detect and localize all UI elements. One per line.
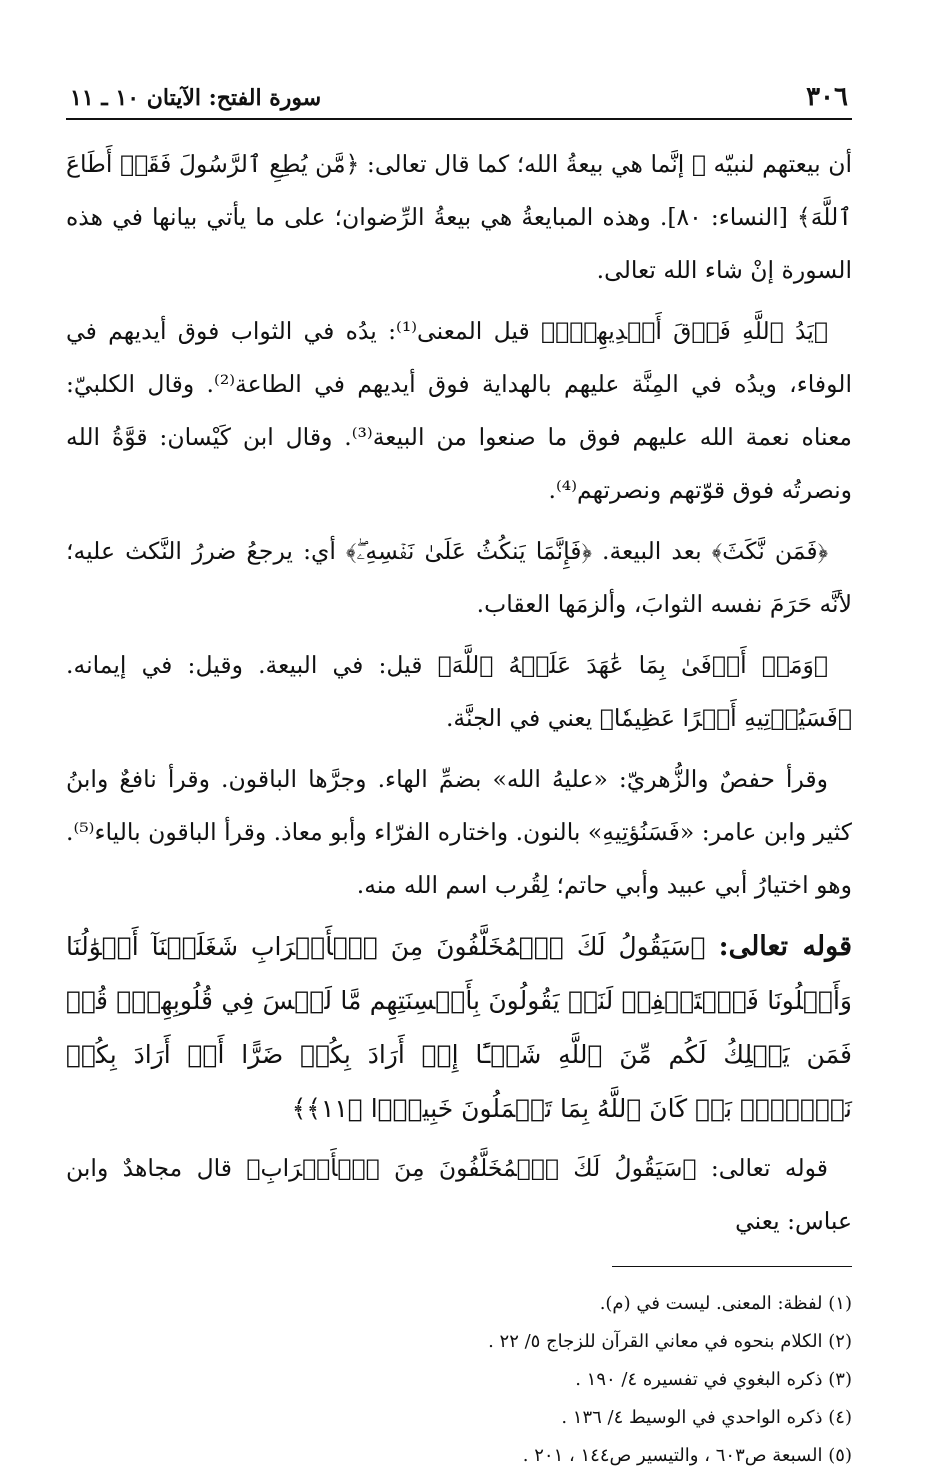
header-rule xyxy=(66,118,852,120)
verse-block xyxy=(66,920,852,1136)
footnote-2: (٢) الكلام بنحوه في معاني القرآن للزجاج ٥/ ٢٢ . xyxy=(488,1331,852,1352)
paragraph-1: أن بيعتهم لنبيّه ﷺ إنَّما هي بيعةُ الله؛ كما قال تعالى: ﴿مَّن يُطِعِ ٱلرَّسُولَ فَقَدۡ أَطَاعَ ٱللَّهَ﴾ [النساء: ٨٠]. وهذه المبايعةُ هي بيعةُ الرِّضوان؛ على ما يأتي بيانها في هذه السورة إنْ شاء الله تعالى. xyxy=(66,150,853,284)
paragraph-5: وقرأ حفصٌ والزُّهريّ: «عليهُ الله» بضمِّ الهاء. وجرَّها الباقون. وقرأ نافعٌ وابنُ كثير وابن عامر: «فَسَنُؤتِيهِ» بالنون. واختاره الفرّاء وأبو معاذ. وقرأ الباقون بالياء⁽⁵⁾. وهو اختيارُ أبي عبيد وأبي حاتم؛ لِقُرب اسم الله منه. xyxy=(66,765,852,899)
paragraph-3: ﴿فَمَن نَّكَثَ﴾ بعد البيعة. ﴿فَإِنَّمَا يَنكُثُ عَلَىٰ نَفۡسِهِۦۖ﴾ أي: يرجعُ ضررُ النَّكث عليه؛ لأنَّه حَرَمَ نفسه الثوابَ، وألزمَها العقاب. xyxy=(66,537,852,618)
paragraph-4: ﴿وَمَنۡ أَوۡفَىٰ بِمَا عَٰهَدَ عَلَيۡهُ ٱللَّهَ﴾ قيل: في البيعة. وقيل: في إيمانه. ﴿فَسَيُؤۡتِيهِ أَجۡرًا عَظِيمٗا﴾ يعني في الجنَّة. xyxy=(66,651,852,732)
footnote-rule xyxy=(612,1266,852,1267)
closing-paragraph: قوله تعالى: ﴿سَيَقُولُ لَكَ ٱلۡمُخَلَّفُونَ مِنَ ٱلۡأَعۡرَابِ﴾ قال مجاهدٌ وابن عباس: يعني xyxy=(66,1154,852,1235)
verse-lead: قوله تعالى: xyxy=(718,931,853,962)
footnote-1: (١) لفظة: المعنى. ليست في (م). xyxy=(599,1293,852,1314)
paragraph-2: ﴿يَدُ ٱللَّهِ فَوۡقَ أَيۡدِيهِمۡۚ﴾ قيل المعنى⁽¹⁾: يدُه في الثواب فوق أيديهم في الوفاء، ويدُه في المِنَّة عليهم بالهداية فوق أيديهم في الطاعة⁽²⁾. وقال الكلبيّ: معناه نعمة الله عليهم فوق ما صنعوا من البيعة⁽³⁾. وقال ابن كَيْسان: قوَّةُ الله ونصرتُه فوق قوّتهم ونصرتهم⁽⁴⁾. xyxy=(66,317,852,504)
footnote-3: (٣) ذكره البغوي في تفسيره ٤/ ١٩٠ . xyxy=(575,1369,852,1390)
footnote-5: (٥) السبعة ص٦٠٣ ، والتيسير ص١٤٤ ، ٢٠١ . xyxy=(522,1445,852,1466)
footnote-4: (٤) ذكره الواحدي في الوسيط ٤/ ١٣٦ . xyxy=(561,1407,852,1428)
page-number: ٣٠٦ xyxy=(806,82,848,112)
verse-text: ﴿سَيَقُولُ لَكَ ٱلۡمُخَلَّفُونَ مِنَ ٱلۡأَعۡرَابِ شَغَلَتۡنَآ أَمۡوَٰلُنَا وَأَهۡلُونَا فَٱسۡتَغۡفِرۡ لَنَاۚ يَقُولُونَ بِأَلۡسِنَتِهِم مَّا لَيۡسَ فِي قُلُوبِهِمۡۚ قُلۡ فَمَن يَمۡلِكُ لَكُم مِّنَ ٱللَّهِ شَيۡـًٔا إِنۡ أَرَادَ بِكُمۡ ضَرًّا أَوۡ أَرَادَ بِكُمۡ نَفۡعَۢاۚ بَلۡ كَانَ ٱللَّهُ بِمَا تَعۡمَلُونَ خَبِيرَۢا ﴿١١﴾﴾ xyxy=(66,932,852,1123)
page-header xyxy=(66,82,852,118)
running-title: سورة الفتح: الآيتان ١٠ ـ ١١ xyxy=(70,85,322,111)
footnotes xyxy=(66,1285,852,1475)
